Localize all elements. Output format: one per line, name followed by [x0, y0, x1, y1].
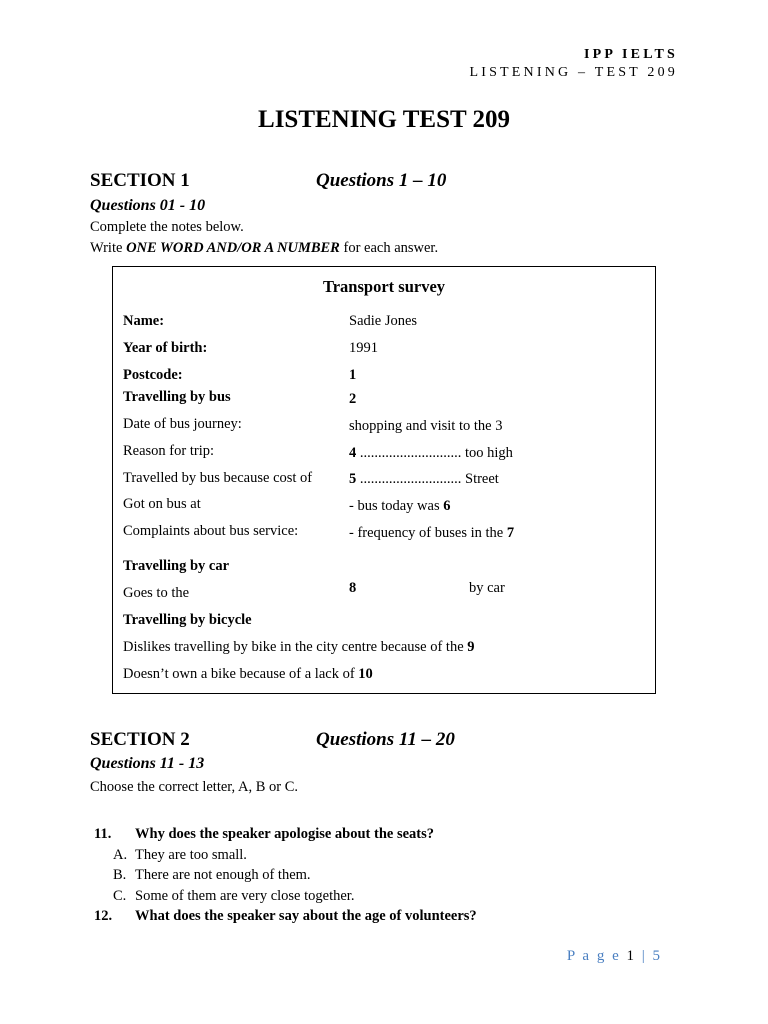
bike-heading: Travelling by bicycle — [123, 612, 252, 628]
q11-option-c: Some of them are very close together. — [135, 888, 355, 904]
goton-label: Got on bus at — [123, 496, 201, 512]
q12-text: What does the speaker say about the age of volunteers? — [135, 908, 477, 924]
q11-option-c-letter: C. — [113, 888, 127, 904]
complaints-label: Complaints about bus service: — [123, 523, 299, 539]
section1-label: SECTION 1 — [90, 170, 190, 191]
cost-label: Travelled by bus because cost of — [123, 470, 313, 486]
q11-option-a-letter: A. — [113, 847, 128, 863]
complaints-answer-number: 7 — [506, 525, 515, 541]
cost-answer-number: 5 — [349, 471, 357, 487]
instruction2-post: for each answer. — [339, 240, 439, 256]
section1-subheading: Questions 01 - 10 — [90, 197, 206, 214]
section1-questions: Questions 1 – 10 — [316, 170, 447, 191]
name-label: Name: — [123, 313, 165, 329]
bus-heading: Travelling by bus — [123, 389, 231, 405]
survey-title: Transport survey — [322, 277, 446, 296]
footer-page-number: 1 — [626, 948, 636, 964]
reason-value — [349, 445, 513, 462]
noown-label: Doesn’t own a bike because of a lack of — [123, 666, 359, 682]
dislikes-text — [123, 639, 475, 656]
car-heading: Travelling by car — [123, 558, 230, 574]
section1-instruction2 — [90, 240, 438, 257]
cost-text: ............................ Street — [356, 471, 499, 487]
yob-label: Year of birth: — [123, 340, 208, 356]
complaints-text: - frequency of buses in the — [349, 525, 507, 541]
reason-label: Reason for trip: — [123, 443, 215, 459]
noown-text — [123, 666, 373, 683]
noown-answer-number: 10 — [358, 666, 373, 682]
section2-questions: Questions 11 – 20 — [316, 729, 455, 750]
goton-answer-number: 6 — [443, 498, 451, 514]
footer-total: | 5 — [635, 948, 662, 964]
instruction2-emphasis: ONE WORD AND/OR A NUMBER — [126, 240, 340, 256]
goton-value — [349, 498, 451, 515]
section2-label: SECTION 2 — [90, 729, 190, 750]
complaints-value — [349, 525, 514, 542]
page-title: LISTENING TEST 209 — [258, 106, 510, 133]
q12-number: 12. — [94, 908, 113, 924]
section2-subheading: Questions 11 - 13 — [90, 755, 205, 772]
header-test-name: LISTENING – TEST 209 — [469, 65, 678, 80]
q11-option-a: They are too small. — [135, 847, 247, 863]
q11-option-b-letter: B. — [113, 867, 127, 883]
dislikes-label: Dislikes travelling by bike in the city centre because of the — [123, 639, 468, 655]
postcode-label: Postcode: — [123, 367, 183, 383]
page-footer — [567, 948, 662, 965]
q11-number: 11. — [94, 826, 112, 842]
section2-instruction: Choose the correct letter, A, B or C. — [90, 779, 299, 795]
section1-instruction1: Complete the notes below. — [90, 219, 244, 235]
instruction2-pre: Write — [90, 240, 127, 256]
goes-answer-number: 8 — [349, 580, 357, 596]
goton-text: - bus today was — [349, 498, 444, 514]
q11-option-b: There are not enough of them. — [135, 867, 311, 883]
postcode-answer-number: 1 — [349, 367, 357, 383]
name-value: Sadie Jones — [349, 313, 418, 329]
dislikes-answer-number: 9 — [467, 639, 475, 655]
yob-value: 1991 — [349, 340, 378, 356]
footer-label: P a g e — [566, 948, 627, 964]
goes-value: by car — [469, 580, 505, 596]
bus-answer-number: 2 — [349, 391, 357, 407]
q11-text: Why does the speaker apologise about the seats? — [135, 826, 435, 842]
date-label: Date of bus journey: — [123, 416, 242, 432]
reason-text: ............................ too high — [356, 445, 513, 461]
goes-label: Goes to the — [123, 585, 190, 601]
reason-answer-number: 4 — [349, 445, 357, 461]
header-brand: IPP IELTS — [583, 47, 678, 62]
cost-value — [349, 471, 499, 488]
date-value: shopping and visit to the 3 — [349, 418, 503, 434]
